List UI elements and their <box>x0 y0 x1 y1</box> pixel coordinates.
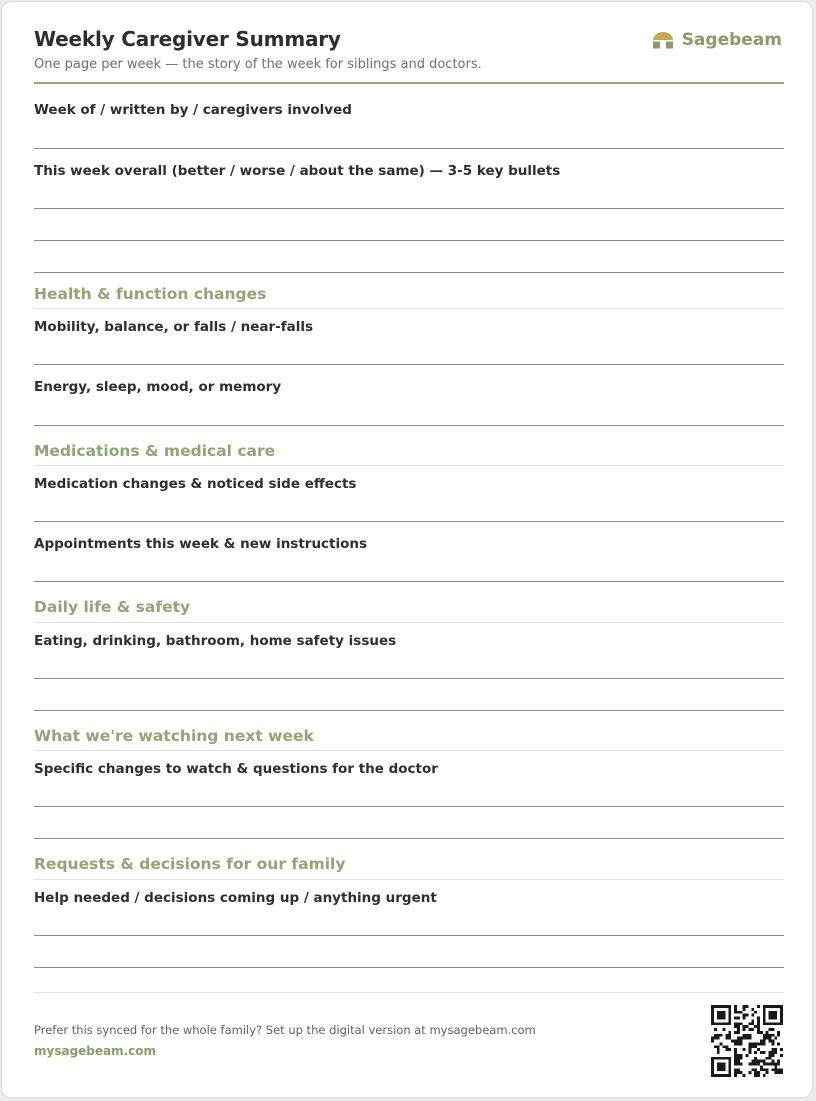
overall-write-line-2[interactable] <box>34 240 784 241</box>
watching-write-line-1[interactable] <box>34 806 784 807</box>
daily-life-write-line-1[interactable] <box>34 678 784 679</box>
section-divider <box>34 622 784 623</box>
section-divider <box>34 750 784 751</box>
overall-write-line-3[interactable] <box>34 272 784 273</box>
footer-text: Prefer this synced for the whole family? Set up the digital version at mysagebeam.com <box>34 1023 536 1037</box>
overall-write-line-1[interactable] <box>34 208 784 209</box>
requests-write-line-2[interactable] <box>34 967 784 968</box>
week-of-label: Week of / written by / caregivers involved <box>34 102 352 118</box>
overall-label: This week overall (better / worse / about the same) — 3-5 key bullets <box>34 163 561 179</box>
medication-changes-write-line[interactable] <box>34 521 784 522</box>
medication-changes-label: Medication changes & noticed side effects <box>34 476 357 492</box>
section-divider <box>34 465 784 466</box>
daily-life-write-line-2[interactable] <box>34 710 784 711</box>
section-title-medications: Medications & medical care <box>34 442 276 460</box>
mobility-write-line[interactable] <box>34 364 784 365</box>
requests-write-line-1[interactable] <box>34 935 784 936</box>
header-divider <box>34 82 784 84</box>
mobility-label: Mobility, balance, or falls / near-falls <box>34 319 314 335</box>
page-subtitle: One page per week — the story of the week for siblings and doctors. <box>34 57 482 72</box>
section-title-health: Health & function changes <box>34 285 267 303</box>
worksheet-page <box>1 1 813 1098</box>
watching-label: Specific changes to watch & questions for the doctor <box>34 761 438 777</box>
sunrise-logo-icon <box>652 31 674 49</box>
footer-link[interactable]: mysagebeam.com <box>34 1044 157 1058</box>
qr-code-icon[interactable] <box>711 1005 783 1077</box>
section-title-watching: What we're watching next week <box>34 727 314 745</box>
section-divider <box>34 308 784 309</box>
daily-life-label: Eating, drinking, bathroom, home safety issues <box>34 633 397 649</box>
appointments-label: Appointments this week & new instructions <box>34 536 368 552</box>
watching-write-line-2[interactable] <box>34 838 784 839</box>
section-divider <box>34 879 784 880</box>
page-title: Weekly Caregiver Summary <box>34 27 341 51</box>
week-of-write-line[interactable] <box>34 148 784 149</box>
brand-name: Sagebeam <box>681 30 782 50</box>
appointments-write-line[interactable] <box>34 581 784 582</box>
energy-write-line[interactable] <box>34 425 784 426</box>
requests-label: Help needed / decisions coming up / anything urgent <box>34 890 437 906</box>
energy-label: Energy, sleep, mood, or memory <box>34 379 282 395</box>
footer-divider <box>34 992 784 993</box>
section-title-daily-life: Daily life & safety <box>34 598 191 616</box>
section-title-requests: Requests & decisions for our family <box>34 855 346 873</box>
brand-logo <box>652 30 782 50</box>
